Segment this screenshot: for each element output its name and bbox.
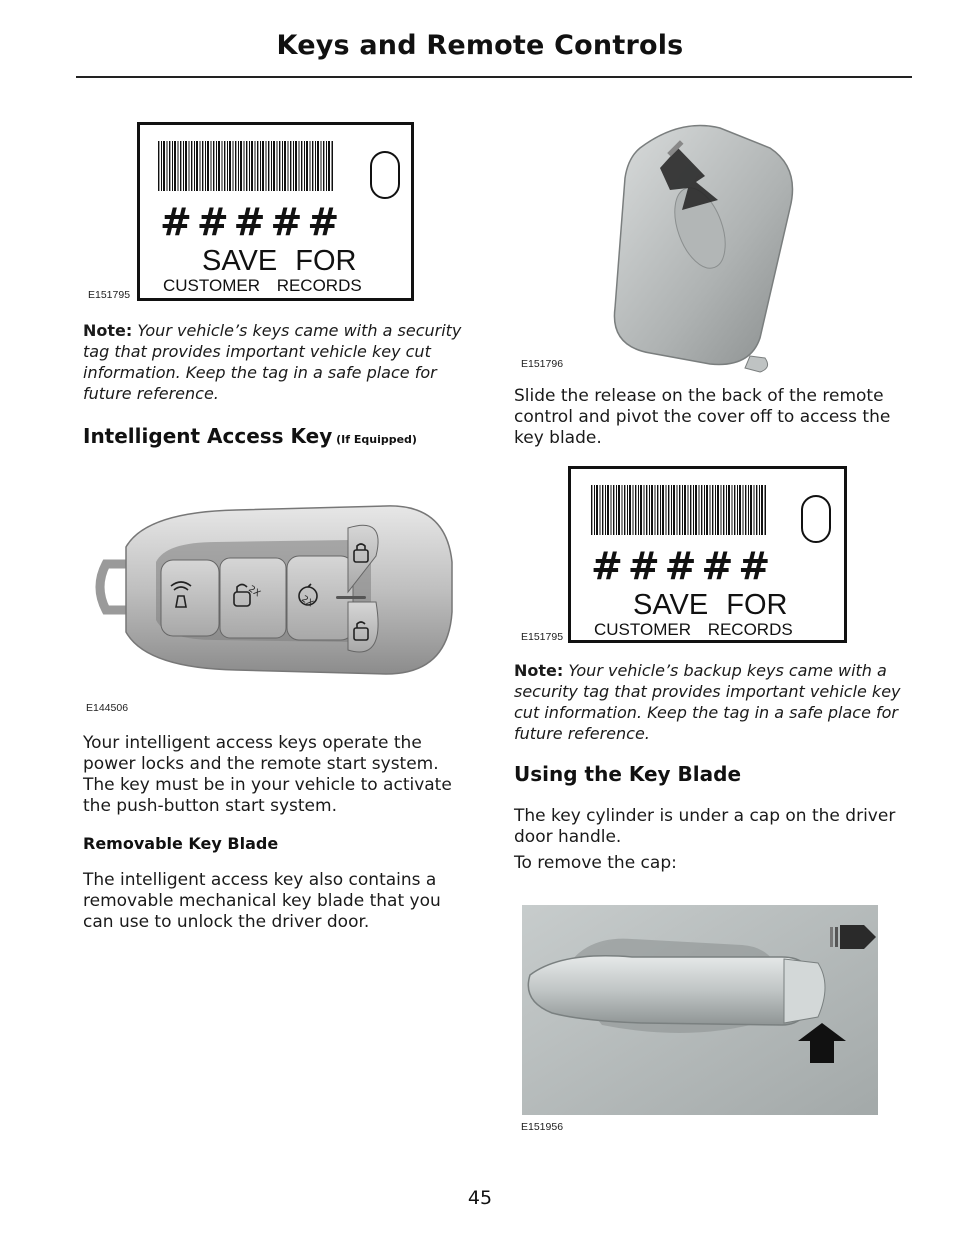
page-number: 45 <box>467 1187 493 1209</box>
section-heading: Using the Key Blade <box>514 762 742 786</box>
body-paragraph: The intelligent access key also contains a removable mechanical key blade that you can use to unlock the driver door. <box>83 870 441 932</box>
note-text: Your vehicle’s backup keys came with a security tag that provides important vehicle key cut information. Keep the tag in a safe place for future reference. <box>514 661 901 743</box>
tag-hash-marks: ##### <box>591 544 776 588</box>
svg-text:2X: 2X <box>299 594 315 610</box>
note-paragraph <box>83 320 478 404</box>
section-title: Intelligent Access Key <box>83 424 333 448</box>
header-divider <box>76 76 912 78</box>
note-paragraph <box>514 660 914 744</box>
fob-back-cover-illustration <box>600 118 800 373</box>
barcode-icon <box>158 141 334 191</box>
tag-save-text: SAVE FOR <box>202 245 357 277</box>
door-handle-illustration <box>522 905 878 1115</box>
subsection-heading: Removable Key Blade <box>83 834 279 853</box>
security-tag-illustration <box>568 466 847 643</box>
figure-code: E151795 <box>88 289 131 301</box>
tag-hash-marks: ##### <box>160 200 345 244</box>
page-title: Keys and Remote Controls <box>276 30 684 61</box>
figure-code: E151796 <box>521 358 564 370</box>
body-paragraph: Slide the release on the back of the remote control and pivot the cover off to access the key blade. <box>514 386 891 448</box>
barcode-icon <box>591 485 767 535</box>
key-fob-illustration <box>86 492 458 686</box>
body-paragraph: To remove the cap: <box>514 853 677 873</box>
figure-code: E144506 <box>86 702 129 714</box>
figure-code: E151795 <box>521 631 564 643</box>
section-suffix: (If Equipped) <box>332 433 417 446</box>
security-tag-illustration <box>137 122 414 301</box>
tag-records-text: CUSTOMER RECORDS <box>594 620 793 639</box>
key-ring-slot <box>370 151 400 199</box>
section-heading <box>83 424 417 448</box>
figure-code: E151956 <box>521 1121 564 1133</box>
note-label: Note: <box>83 321 133 340</box>
body-paragraph: Your intelligent access keys operate the power locks and the remote start system. The key must be in your vehicle to activate the push-button start system. <box>83 733 452 816</box>
body-paragraph: The key cylinder is under a cap on the driver door handle. <box>514 806 896 847</box>
tag-records-text: CUSTOMER RECORDS <box>163 276 362 295</box>
tag-save-text: SAVE FOR <box>633 589 788 621</box>
note-label: Note: <box>514 661 564 680</box>
key-ring-slot <box>801 495 831 543</box>
note-text: Your vehicle’s keys came with a security tag that provides important vehicle key cut information. Keep the tag in a safe place for future reference. <box>83 321 462 403</box>
svg-text:2X: 2X <box>246 584 262 600</box>
